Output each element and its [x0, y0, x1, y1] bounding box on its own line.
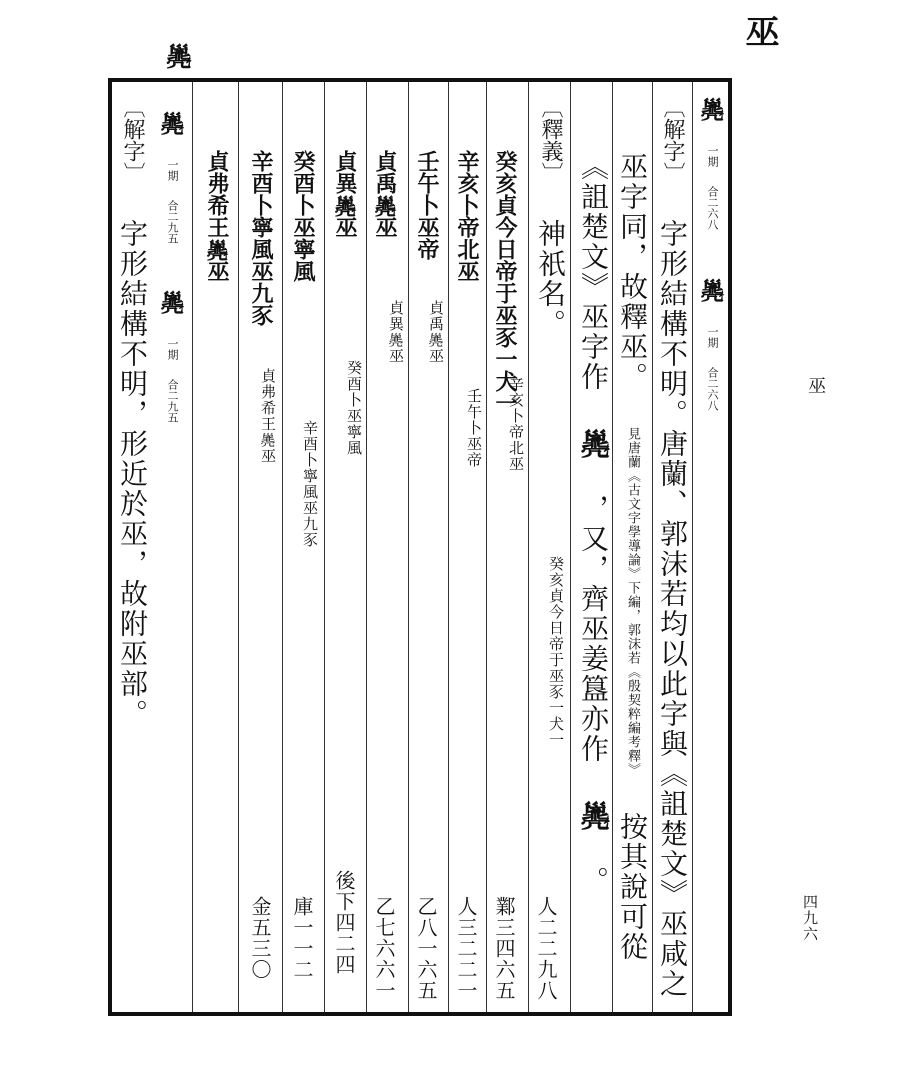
- entry1-source-a: 合二六八: [706, 186, 719, 230]
- jiezi-text1: 字形結構不明。唐蘭、郭沫若均以此字與《詛楚文》巫咸之: [656, 219, 689, 999]
- example-modern: 辛酉卜寧風巫九豕: [301, 420, 319, 548]
- entry2-label-b: 一期: [166, 338, 179, 360]
- entry1-shiyi: [534, 96, 567, 339]
- entry2-glyph-a: 𢀈: [158, 110, 187, 134]
- entry2-jiezi-text: 字形結構不明，形近於巫，故附巫部。: [116, 219, 149, 729]
- column-rule: [486, 82, 487, 1012]
- jiezi-text2b: 按其說可從: [616, 812, 649, 962]
- example-script: 壬午卜巫帝: [414, 150, 440, 260]
- example-modern: 癸亥貞今日帝于巫豕一犬一: [547, 556, 565, 748]
- column-rule: [528, 82, 529, 1012]
- jiezi-glyph-inline2: 𢀈: [576, 799, 611, 831]
- header-character: 巫: [739, 14, 779, 48]
- example-script: 癸酉卜巫寧風: [290, 150, 316, 282]
- page-number: 四九六: [801, 894, 819, 942]
- example-source: 人二二九八: [534, 896, 558, 1001]
- column-rule: [282, 82, 283, 1012]
- entry2-glyph-column: [158, 110, 187, 423]
- example-modern: 貞異𢀈巫: [387, 300, 405, 364]
- head-glyph: 𢀈: [162, 42, 192, 68]
- jiezi-label: 〔解字〕: [660, 96, 685, 184]
- entry2-jiezi-label: 〔解字〕: [120, 96, 145, 184]
- column-rule: [192, 82, 193, 1012]
- entry2-jiezi: [116, 96, 149, 729]
- example-row: [374, 150, 396, 238]
- column-rule: [408, 82, 409, 1012]
- entry1-jiezi-line2: [616, 152, 649, 962]
- entry2-source-a: 合二九五: [166, 200, 179, 244]
- jiezi-text3: 《詛楚文》巫字作: [577, 152, 610, 392]
- column-rule: [238, 82, 239, 1012]
- example-row: [292, 150, 314, 282]
- entry1-glyph-b: 𢀈: [698, 277, 727, 301]
- example-script: 辛亥卜帝北巫: [454, 150, 480, 282]
- column-rule: [324, 82, 325, 1012]
- column-rule: [366, 82, 367, 1012]
- column-rule: [448, 82, 449, 1012]
- column-rule: [612, 82, 613, 1012]
- example-source: 庫一一二: [290, 896, 314, 980]
- example-script: 貞禹𢀈巫: [372, 150, 398, 238]
- example-modern: 貞弗希王𢀈巫: [259, 368, 277, 464]
- example-row: [494, 150, 516, 414]
- example-script: 癸亥貞今日帝于巫豕一犬一: [492, 150, 518, 414]
- example-script: 貞異𢀈巫: [332, 150, 358, 238]
- entry2-source-b: 合二九五: [166, 379, 179, 423]
- jiezi-glyph-inline: 𢀈: [576, 427, 611, 459]
- example-script: 辛酉卜寧風巫九豕: [248, 150, 274, 326]
- example-script: 貞弗希王𢀈巫: [204, 150, 230, 282]
- example-modern: 貞禹𢀈巫: [427, 300, 445, 364]
- entry1-jiezi-line1: [656, 96, 689, 999]
- entry1-label-a: 一期: [706, 145, 719, 167]
- jiezi-text2: 巫字同，故釋巫。: [616, 152, 649, 392]
- entry1-glyph-column: [698, 96, 727, 411]
- example-modern: 壬午卜巫帝: [465, 388, 483, 468]
- example-source: 金五三〇: [248, 896, 272, 980]
- example-row: [456, 150, 478, 282]
- example-modern: 辛亥卜帝北巫: [507, 376, 525, 472]
- entry1-source-b: 合二六八: [706, 367, 719, 411]
- entry2-glyph-b: 𢀈: [158, 289, 187, 313]
- example-source: 後下四二四: [332, 870, 356, 975]
- jiezi-note: 見唐蘭《古文字學導論》下編，郭沫若《殷契粹編考釋》: [625, 427, 640, 777]
- jiezi-text3b: ，又，齊巫姜簋亦作: [577, 494, 610, 764]
- shiyi-text: 神祇名。: [534, 219, 567, 339]
- column-rule: [652, 82, 653, 1012]
- column-rule: [692, 82, 693, 1012]
- example-source: 乙七六六一: [372, 896, 396, 1001]
- example-source: 鄴三四六五: [492, 896, 516, 1001]
- entry1-glyph-a: 𢀈: [698, 96, 727, 120]
- column-rule: [570, 82, 571, 1012]
- entry1-jiezi-line3: [576, 152, 611, 896]
- example-source: 乙八一六五: [414, 896, 438, 1001]
- example-row: [206, 150, 228, 282]
- example-row: [250, 150, 272, 326]
- example-source: 人三二二一: [454, 896, 478, 1001]
- entry2-label-a: 一期: [166, 159, 179, 181]
- jiezi-text3-end: 。: [577, 866, 610, 896]
- example-modern: 癸酉卜巫寧風: [345, 360, 363, 456]
- shiyi-label: 〔釋義〕: [538, 96, 563, 184]
- example-row: [334, 150, 356, 238]
- example-row: [416, 150, 438, 260]
- side-character: 巫: [805, 376, 826, 395]
- entry1-label-b: 一期: [706, 326, 719, 348]
